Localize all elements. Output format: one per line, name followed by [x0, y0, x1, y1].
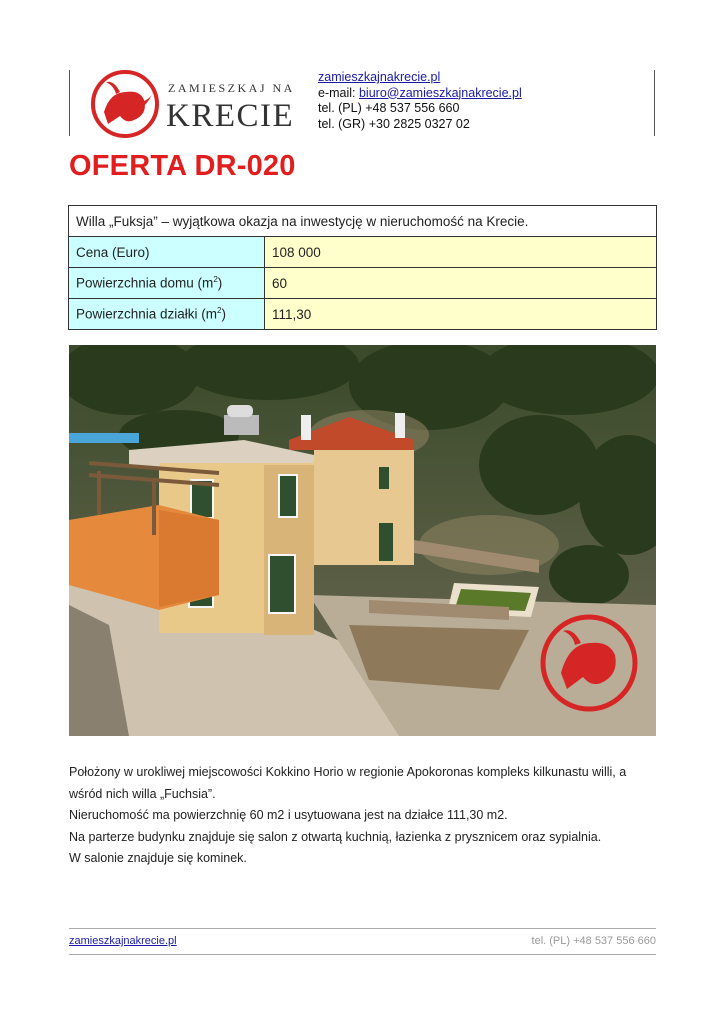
description-line-3: Na parterze budynku znajduje się salon z otwartą kuchnią, łazienka z prysznicem oraz sypialnia. [69, 829, 602, 844]
offer-table [68, 205, 657, 330]
website-link[interactable]: zamieszkajnakrecie.pl [318, 70, 441, 84]
phone-pl: tel. (PL) +48 537 556 660 [318, 101, 460, 115]
email-line [318, 86, 522, 102]
email-label: e-mail: [318, 85, 359, 100]
property-description [69, 762, 659, 870]
contact-block [318, 70, 522, 132]
description-line-4: W salonie znajduje się kominek. [69, 851, 247, 865]
company-logo [90, 62, 305, 147]
price-value: 108 000 [265, 237, 657, 268]
plot-area-value: 111,30 [265, 299, 657, 330]
footer-website-link[interactable]: zamieszkajnakrecie.pl [69, 935, 177, 947]
offer-title: OFERTA DR-020 [69, 150, 296, 182]
house-area-label: Powierzchnia domu $(m^2)$ [69, 268, 265, 299]
email-link[interactable]: biuro@zamieszkajnakrecie.pl [358, 85, 522, 100]
plot-area-label: Powierzchnia działki $(m^2)$ [69, 299, 265, 330]
offer-intro: Willa „Fuksja” – wyjątkowa okazja na inwestycję w nieruchomość na Krecie. [69, 206, 657, 237]
footer-phone: tel. (PL) +48 537 556 660 [531, 935, 656, 947]
bull-icon [104, 82, 154, 124]
header-left-rule [69, 70, 70, 136]
description-line-2: Nieruchomość ma powierzchnię 60 m2 i usytuowana jest na działce 111,30 m2. [69, 808, 508, 822]
logo-text-top: ZAMIESZKAJ NA [168, 81, 295, 95]
house-area-value: 60 [265, 268, 657, 299]
property-photo [69, 345, 656, 736]
logo-text-bottom: KRECIE [166, 98, 295, 134]
header-right-rule [654, 70, 655, 136]
footer-rule-top [69, 928, 656, 929]
description-line-1: Położony w urokliwej miejscowości Kokkino Horio w regionie Apokoronas kompleks kilkunastu willi, a wśród nich willa „Fuchsia”. [69, 765, 627, 801]
price-label: Cena (Euro) [69, 237, 265, 268]
footer-rule-bottom [69, 954, 656, 955]
phone-gr: tel. (GR) +30 2825 0327 02 [318, 116, 470, 131]
